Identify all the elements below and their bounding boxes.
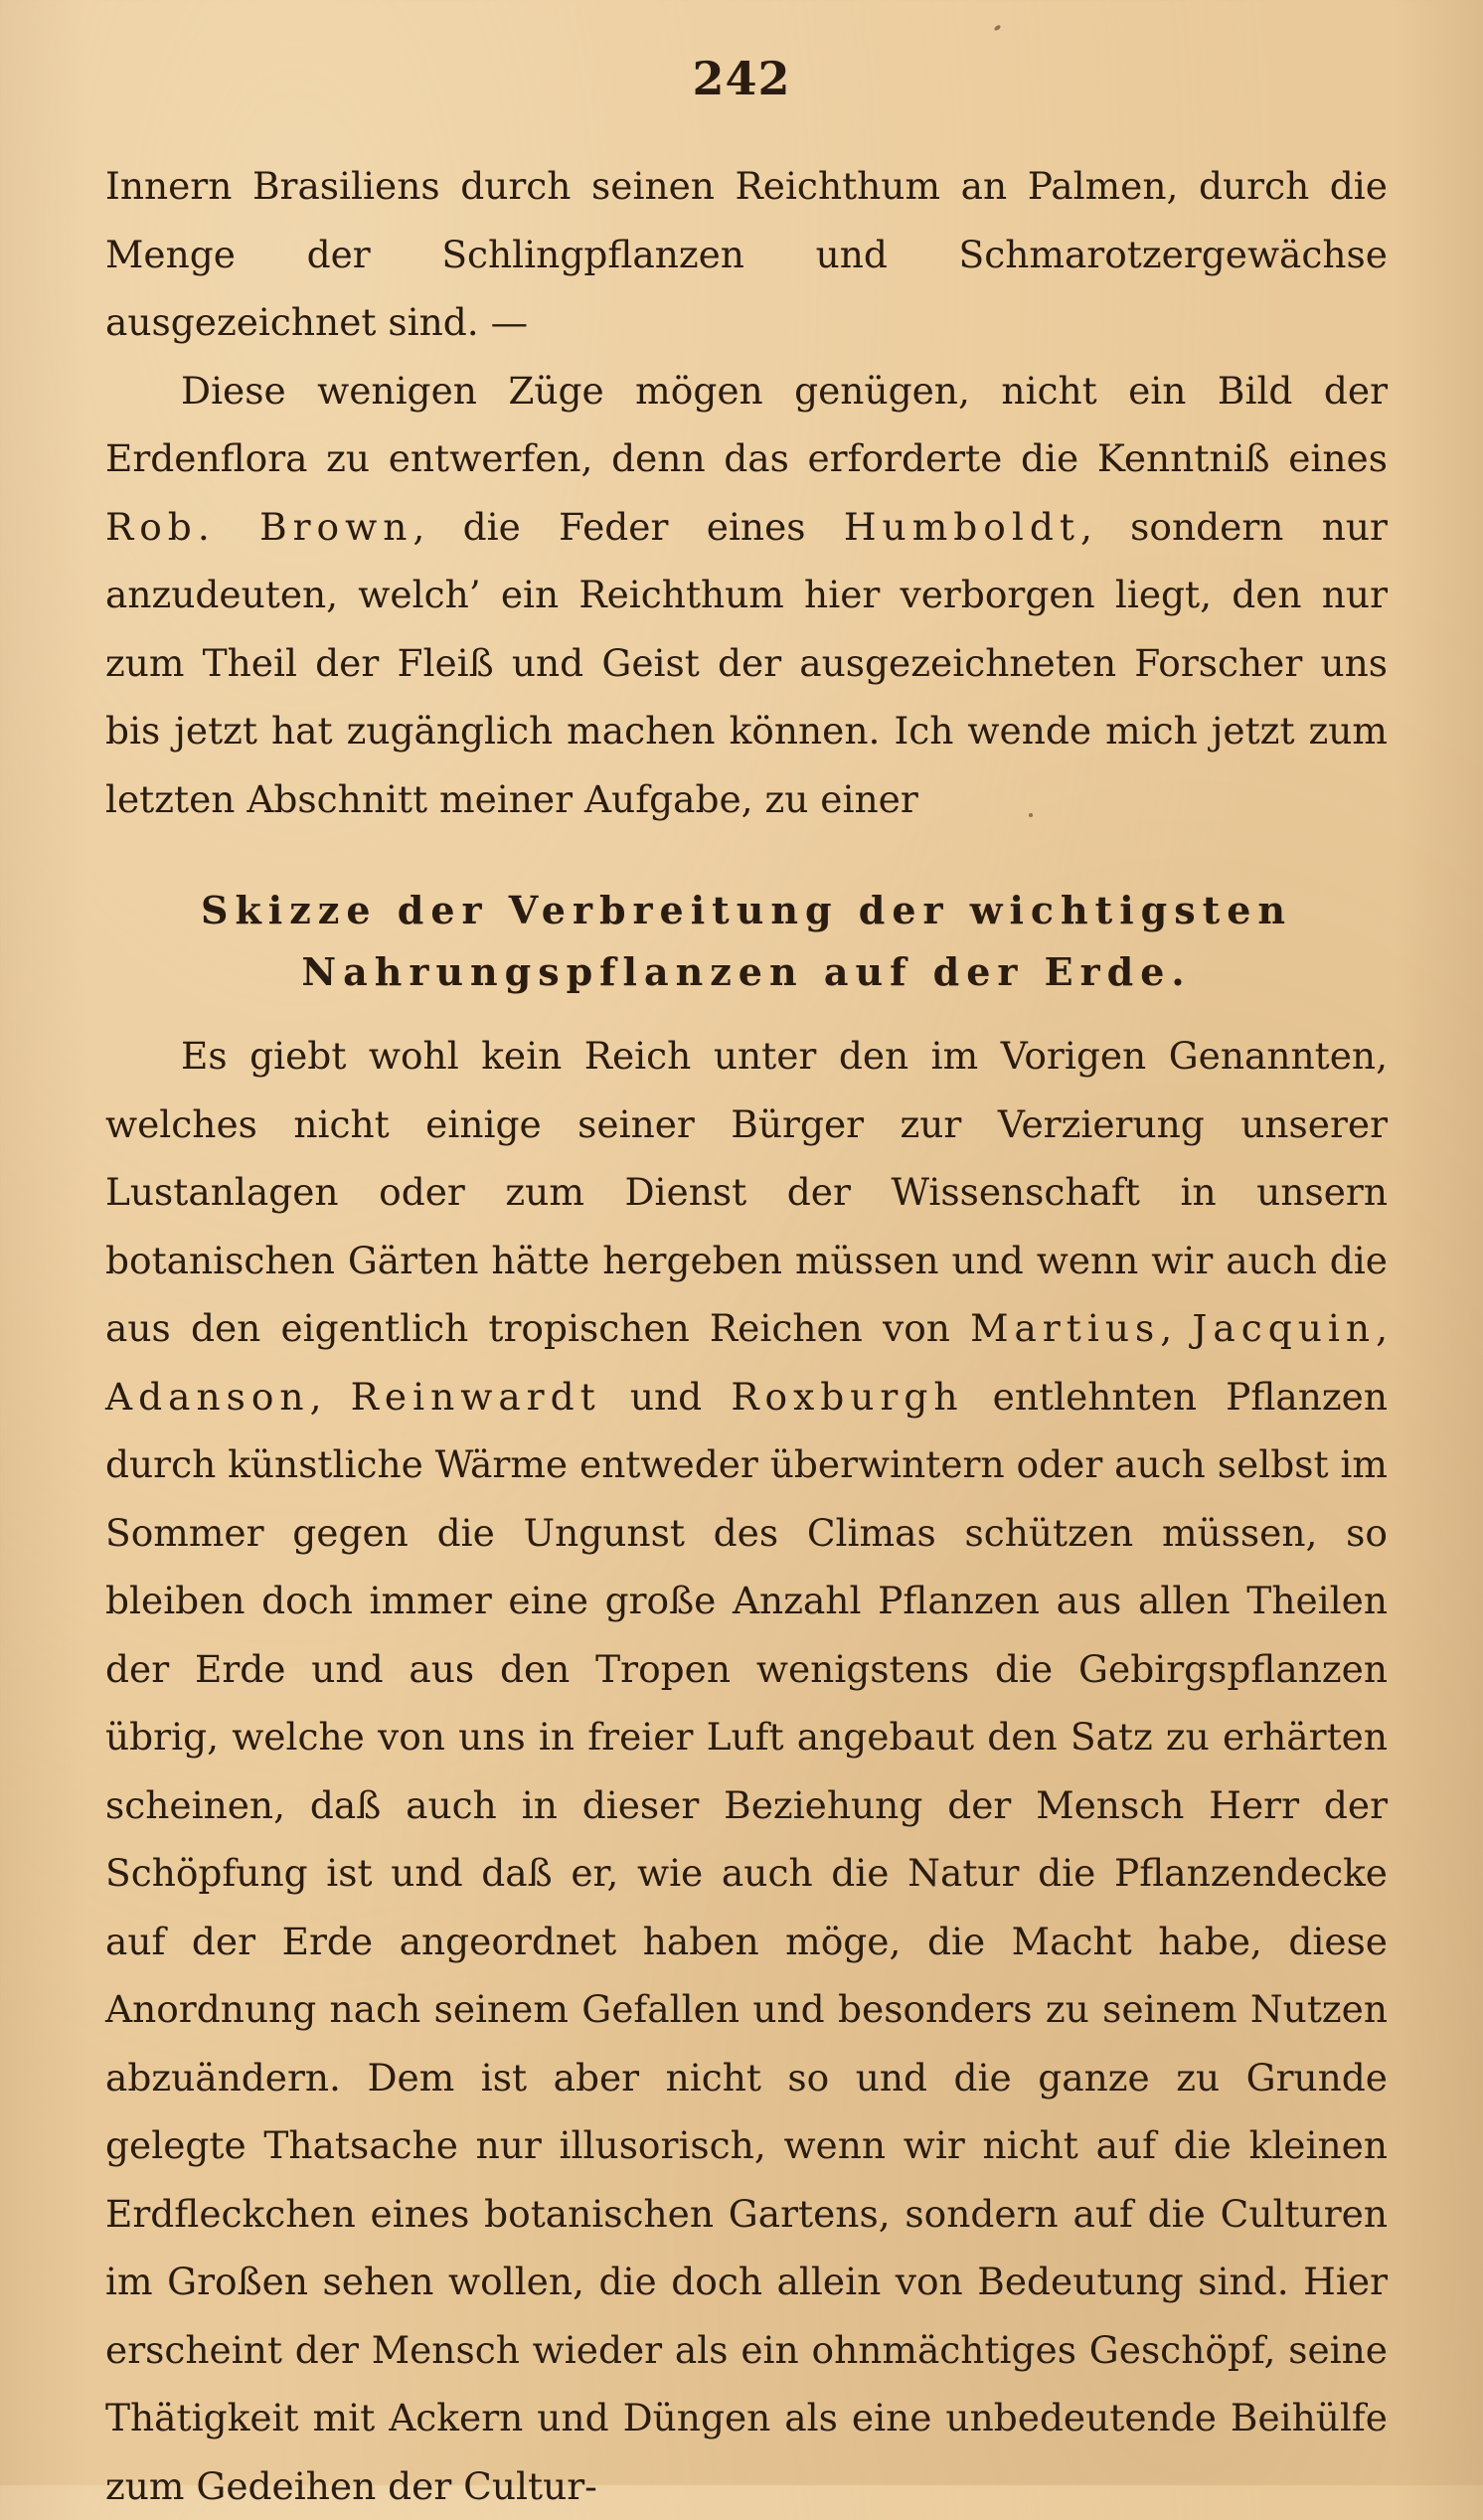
spaced-name: Martius: [970, 1306, 1161, 1350]
paragraph-flora-summary: [105, 357, 1388, 834]
paper-speck: [993, 24, 1001, 31]
text-block-top: [105, 152, 1388, 833]
paragraph-text: Es giebt wohl kein Reich unter den im Vorigen Genannten, welches nicht einige seiner Bürger zur Verzierung unserer Lustanlagen oder zum Dienst der Wissenschaft in unsern botanischen Gärten hätte hergeben müssen und wenn wir auch die aus den eigentlich tropischen Reichen von: [105, 1034, 1388, 1350]
spaced-name: Jacquin: [1192, 1306, 1377, 1350]
page-number: 242: [692, 52, 791, 105]
separator: und: [600, 1374, 732, 1419]
paper-speck: [1029, 813, 1033, 817]
paragraph-text: , die Feder eines: [412, 504, 844, 549]
separator: ,: [1376, 1306, 1388, 1350]
text-block-bottom: [105, 1022, 1388, 2520]
spaced-name: Adanson: [105, 1374, 310, 1419]
paragraph-text: , sondern nur anzudeuten, welch’ ein Reichthum hier verborgen liegt, den nur zum Theil der Fleiß und Geist der ausgezeichneten Forscher uns bis jetzt hat zugänglich machen können. Ich wende mich jetzt zum letzten Abschnitt meiner Aufgabe, zu einer: [105, 504, 1388, 821]
spaced-name: Reinwardt: [350, 1374, 601, 1419]
spaced-name: Humboldt: [843, 504, 1080, 549]
paragraph-nutrition-plants: [105, 1022, 1388, 2520]
paragraph-text: entlehnten Pflanzen durch künstliche Wärme entweder überwintern oder auch selbst im Sommer gegen die Ungunst des Climas schützen müssen, so bleiben doch immer eine große Anzahl Pflanzen aus allen Theilen der Erde und aus den Tropen wenigstens die Gebirgspflanzen übrig, welche von uns in freier Luft angebaut den Satz zu erhärten scheinen, daß auch in dieser Beziehung der Mensch Herr der Schöpfung ist und daß er, wie auch die Natur die Pflanzendecke auf der Erde angeordnet haben möge, die Macht habe, diese Anordnung nach seinem Gefallen und besonders zu seinem Nutzen abzuändern. Dem ist aber nicht so und die ganze zu Grunde gelegte Thatsache nur illusorisch, wenn wir nicht auf die kleinen Erdfleckchen eines botanischen Gartens, sondern auf die Culturen im Großen sehen wollen, die doch allein von Bedeutung sind. Hier erscheint der Mensch wieder als ein ohnmächtiges Geschöpf, seine Thätigkeit mit Ackern und Düngen als eine unbedeutende Beihülfe zum Gedeihen der Cultur-: [105, 1374, 1388, 2508]
section-heading: Skizze der Verbreitung der wichtigsten Nahrungspflanzen auf der Erde.: [201, 888, 1292, 994]
spaced-name: Roxburgh: [731, 1374, 964, 1419]
paragraph-text: Diese wenigen Züge mögen genügen, nicht ein Bild der Erdenflora zu entwerfen, denn das erforderte die Kenntniß eines: [105, 368, 1388, 480]
separator: ,: [1160, 1306, 1193, 1350]
spaced-name: Rob. Brown: [105, 504, 413, 549]
separator: ,: [309, 1374, 351, 1419]
paragraph-continuation: Innern Brasiliens durch seinen Reichthum an Palmen, durch die Menge der Schlingpflanzen und Schmarotzergewächse ausgezeichnet sind. —: [105, 164, 1388, 344]
